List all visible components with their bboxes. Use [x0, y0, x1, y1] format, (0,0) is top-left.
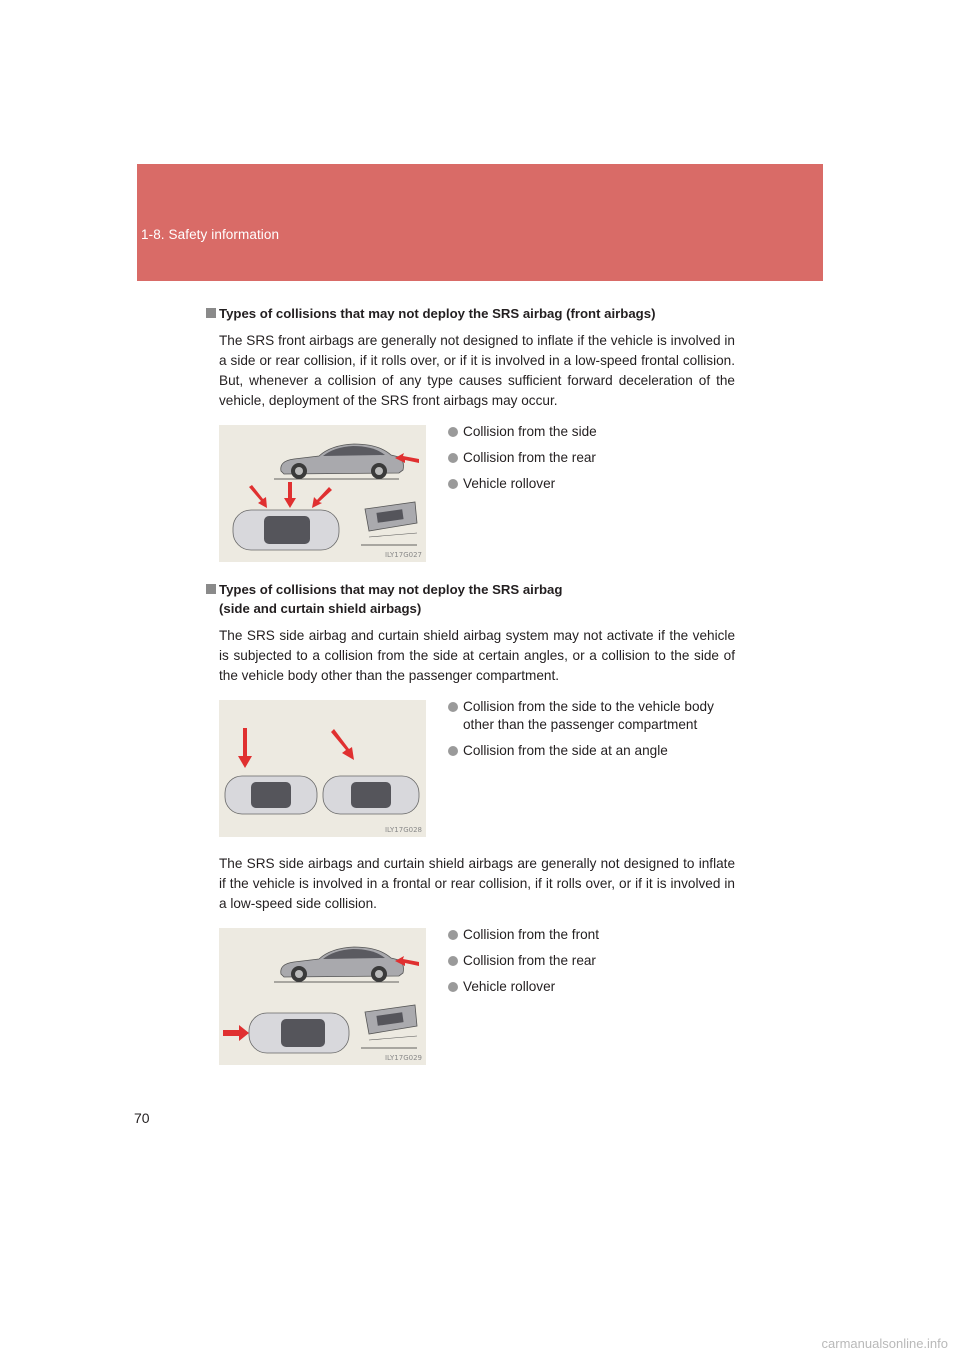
image-code: ILY17G029 — [384, 1054, 422, 1062]
side-airbags-heading: Types of collisions that may not deploy the SRS airbag (side and curtain shield airbags) — [206, 580, 736, 618]
bullet-dot-icon — [448, 982, 458, 992]
list-item: Collision from the front — [448, 926, 748, 944]
side-airbags-section — [206, 580, 736, 686]
image-code: ILY17G027 — [384, 551, 422, 559]
collision-diagram-3 — [219, 928, 426, 1065]
front-airbags-heading: Types of collisions that may not deploy the SRS airbag (front airbags) — [206, 304, 736, 323]
page-number: 70 — [134, 1110, 150, 1126]
front-airbags-paragraph: The SRS front airbags are generally not designed to inflate if the vehicle is involved in a side or rear collision, if it rolls over, or if it is involved in a low-speed frontal collision. But, whenever a collision of any type causes sufficient forward deceleration of the vehicle, deployment of the SRS front airbags may occur. — [219, 333, 735, 408]
side-airbags-illustration-2 — [219, 928, 426, 1065]
side-airbags-bullet-list — [448, 698, 748, 768]
list-item: Collision from the rear — [448, 449, 748, 467]
bullet-dot-icon — [448, 427, 458, 437]
square-bullet-icon — [206, 584, 216, 594]
bullet-dot-icon — [448, 930, 458, 940]
watermark[interactable]: carmanualsonline.info — [821, 1336, 948, 1351]
bullet-dot-icon — [448, 702, 458, 712]
bullet-dot-icon — [448, 956, 458, 966]
section-title: 1-8. Safety information — [141, 227, 280, 242]
side-airbags-paragraph: The SRS side airbag and curtain shield airbag system may not activate if the vehicle is subjected to a collision from the side at certain angles, or a collision to the side of the vehicle body other than the passenger compartment. — [219, 628, 735, 683]
side-airbags-section-2 — [206, 854, 736, 914]
front-airbags-illustration — [219, 425, 426, 562]
square-bullet-icon — [206, 308, 216, 318]
bullet-dot-icon — [448, 453, 458, 463]
image-code: ILY17G028 — [384, 826, 422, 834]
side-airbags-illustration — [219, 700, 426, 837]
collision-diagram-1 — [219, 425, 426, 562]
section-header-band — [137, 164, 823, 281]
list-item: Collision from the side — [448, 423, 748, 441]
list-item: Collision from the side to the vehicle body other than the passenger compartment — [448, 698, 748, 734]
front-airbags-section — [206, 304, 736, 411]
list-item: Vehicle rollover — [448, 978, 748, 996]
list-item: Collision from the side at an angle — [448, 742, 748, 760]
bullet-dot-icon — [448, 746, 458, 756]
side-airbags-paragraph-2: The SRS side airbags and curtain shield airbags are generally not designed to inflate if the vehicle is involved in a frontal or rear collision, if it rolls over, or if it is involved in a low-speed side collision. — [219, 856, 735, 911]
list-item: Vehicle rollover — [448, 475, 748, 493]
front-airbags-bullet-list — [448, 423, 748, 501]
list-item: Collision from the rear — [448, 952, 748, 970]
side-airbags-bullet-list-2 — [448, 926, 748, 1004]
bullet-dot-icon — [448, 479, 458, 489]
collision-diagram-2 — [219, 700, 426, 837]
